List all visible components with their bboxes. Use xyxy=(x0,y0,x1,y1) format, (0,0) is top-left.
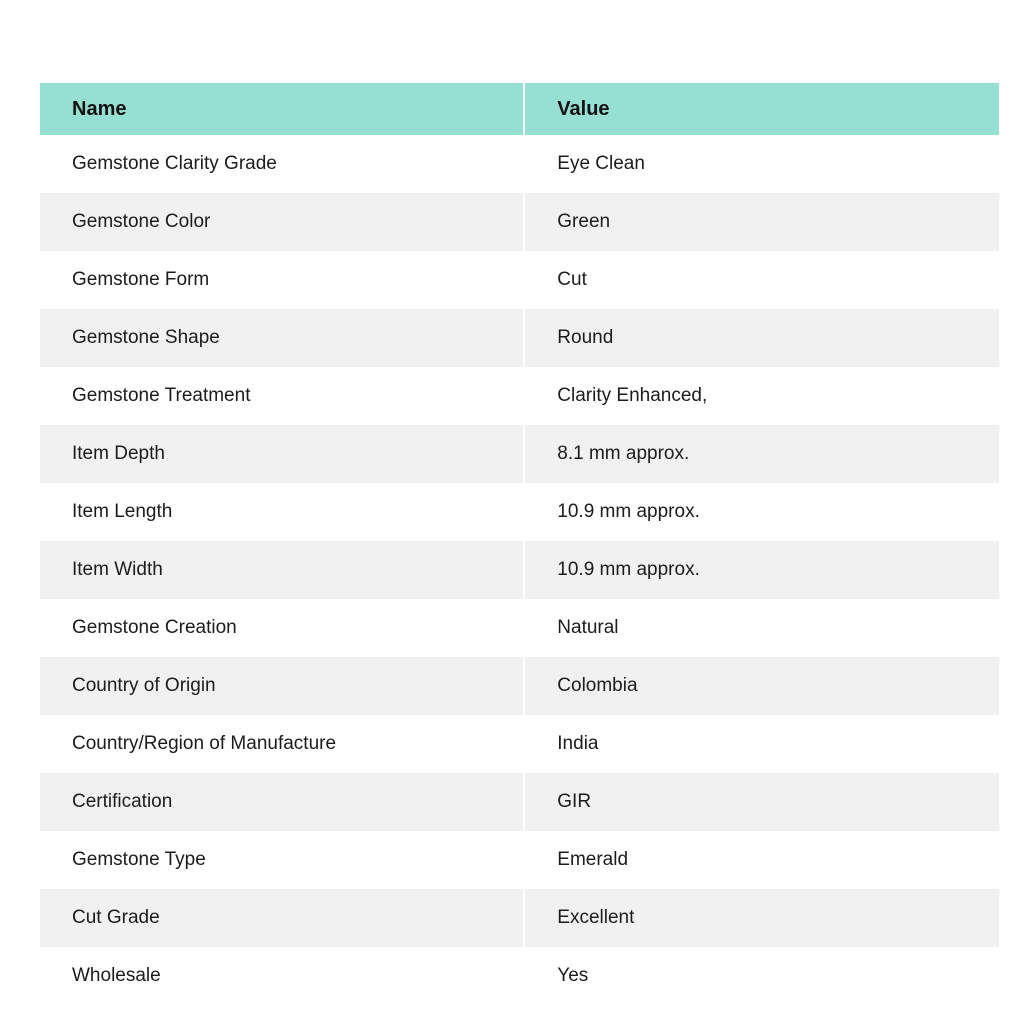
spec-value-cell: Colombia xyxy=(557,675,638,696)
spec-value-cell: 10.9 mm approx. xyxy=(557,559,700,580)
spec-name-cell: Item Length xyxy=(72,501,173,522)
table-row xyxy=(40,541,999,599)
table-row xyxy=(40,135,999,193)
item-specifics-table xyxy=(38,83,1001,1005)
table-row xyxy=(40,831,999,889)
table-row xyxy=(40,889,999,947)
spec-value-cell: Excellent xyxy=(557,907,635,928)
spec-value-cell: Yes xyxy=(557,965,589,986)
table-row xyxy=(40,773,999,831)
spec-value-cell: Natural xyxy=(557,617,619,638)
table-row xyxy=(40,947,999,1005)
table-header-row xyxy=(40,83,999,135)
table-row xyxy=(40,425,999,483)
spec-value-cell: 10.9 mm approx. xyxy=(557,501,700,522)
spec-value-cell: Round xyxy=(557,327,614,348)
spec-name-cell: Gemstone Color xyxy=(72,211,211,232)
spec-value-cell: Emerald xyxy=(557,849,629,870)
table-row xyxy=(40,657,999,715)
spec-name-cell: Item Width xyxy=(72,559,163,580)
spec-name-cell: Gemstone Clarity Grade xyxy=(72,153,277,174)
table-row xyxy=(40,251,999,309)
spec-name-cell: Certification xyxy=(72,791,173,812)
spec-value-cell: Eye Clean xyxy=(557,153,645,174)
table-row xyxy=(40,193,999,251)
spec-name-cell: Country of Origin xyxy=(72,675,216,696)
spec-name-cell: Gemstone Type xyxy=(72,849,206,870)
spec-value-cell: 8.1 mm approx. xyxy=(557,443,690,464)
table-row xyxy=(40,483,999,541)
table-row xyxy=(40,309,999,367)
spec-value-cell: Cut xyxy=(557,269,587,290)
spec-value-cell: GIR xyxy=(557,791,592,812)
table-row xyxy=(40,599,999,657)
spec-name-cell: Gemstone Shape xyxy=(72,327,220,348)
table-row xyxy=(40,367,999,425)
column-header-value: Value xyxy=(525,83,999,135)
column-header-name: Name xyxy=(40,83,523,135)
spec-name-cell: Wholesale xyxy=(72,965,161,986)
spec-name-cell: Cut Grade xyxy=(72,907,160,928)
table-row xyxy=(40,715,999,773)
spec-name-cell: Country/Region of Manufacture xyxy=(72,733,337,754)
spec-name-cell: Gemstone Treatment xyxy=(72,385,251,406)
spec-value-cell: Green xyxy=(557,211,611,232)
spec-value-cell: Clarity Enhanced, xyxy=(557,385,708,406)
spec-name-cell: Gemstone Form xyxy=(72,269,210,290)
table-body xyxy=(40,135,999,1005)
spec-name-cell: Gemstone Creation xyxy=(72,617,237,638)
spec-name-cell: Item Depth xyxy=(72,443,165,464)
spec-value-cell: India xyxy=(557,733,599,754)
